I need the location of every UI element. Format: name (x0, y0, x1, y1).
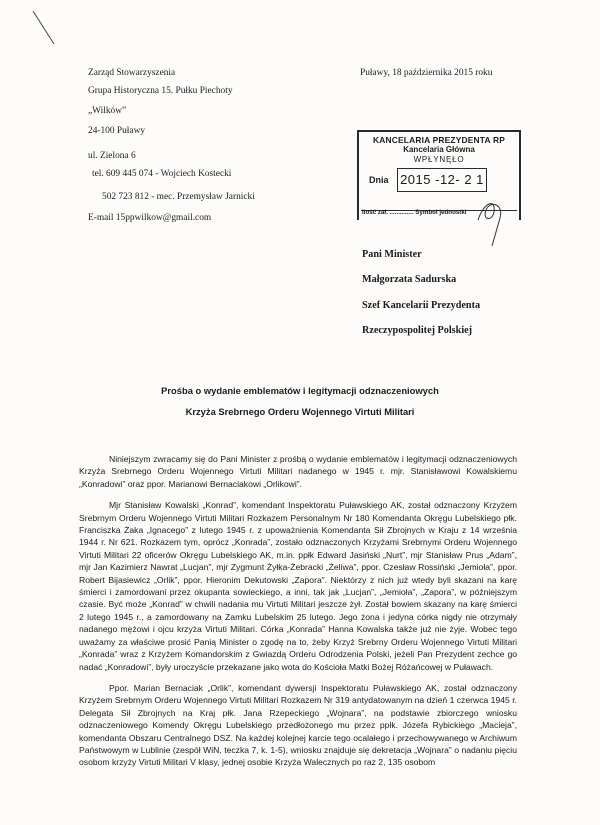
recipient-position: Szef Kancelarii Prezydenta (362, 300, 481, 311)
sender-group: Grupa Historyczna 15. Pułku Piechoty (88, 86, 233, 96)
recipient-office: Rzeczypospolitej Polskiej (362, 325, 473, 336)
body-paragraph-2: Mjr Stanisław Kowalski „Konrad”, komendant Inspektoratu Puławskiego AK, został odznaczony Krzyżem Srebrnym Orderu Wojennego Virtuti Militari Rozkazem Personalnym Nr 180 Komendanta Okręgu Lubelskiego płk. Franciszka Żaka „Ignacego” z lutego 1945 r. z upoważnienia Komendanta Sił Zbrojnych w Kraju z 14 września 1944 r. Nr 621. Rozkazem tym, oprócz „Konrada”, zostało odznaczonych Krzyżami Srebrnymi Orderu Wojennego Virtuti Militari 22 oficerów Okręgu Lubelskiego AK, m.in. ppłk Edward Jasiński „Nurt”, mjr Stanisław Prus „Adam”, mjr Jan Kazimierz Nawrat „Lucjan”, mjr Zygmunt Żyłka-Żebracki „Żeliwa”, ppor. Czesław Rossiński „Jemioła”, ppor. Robert Bijasiewicz „Orlik”, ppor. Hieronim Dekutowski „Zapora”. Niektórzy z nich już wtedy byli skazani na karę śmierci i zamordowani przez okupanta sowieckiego, a inni, tak jak „Lucjan”, „Jemioła”, „Zapora”, w późniejszym czasie. Być może „Konrad” w chwili nadania mu Virtuti Militari jeszcze żył. Został bowiem skazany na karę śmierci 2 lutego 1945 r., a zamordowany na Zamku Lubelskim 25 lutego. Jego żona i jedyna córka nigdy nie otrzymały nadanego mężowi i ojcu krzyża Virtuti Militari. Córka „Konrada” Hanna Kowalska także już nie żyje. Wobec tego uważamy za właściwe prosić Panią Minister o zgodę na to, żeby Krzyż Srebrny Orderu Wojennego Virtuti Militari „Konrada” wraz z Krzyżem Komandorskim z Gwiazdą Orderu Odrodzenia Polski, jeżeli Pan Prezydent zechce go nadać „Konradowi”, były uroczyście przekazane jako wota do Kościoła Matki Bożej Różańcowej w Puławach. (79, 500, 517, 672)
sender-email: E-mail 15ppwilkow@gmail.com (88, 213, 212, 223)
stamp-footer: Ilość zał. .............. Symbol jednostki (362, 209, 467, 216)
sender-postal: 24-100 Puławy (88, 126, 146, 136)
sender-street: ul. Zielona 6 (88, 151, 136, 161)
recipient-title: Pani Minister (362, 249, 422, 260)
stamp-day-label: Dnia (369, 175, 389, 185)
pen-stroke-mark (30, 8, 60, 48)
sender-phone-2: 502 723 812 - mec. Przemysław Jarnicki (102, 192, 255, 202)
stamp-title: KANCELARIA PREZYDENTA RP (373, 135, 505, 145)
body-paragraph-3: Ppor. Marian Bernaciak „Orlik”, komendant dywersji Inspektoratu Puławskiego AK, został odznaczony Krzyżem Srebrnym Orderu Wojennego Virtuti Militari Rozkazem Nr 319 antydatowanym na dzień 1 czerwca 1945 r. Delegata Sił Zbrojnych na Kraj płk. Jana Rzepeckiego „Wojnara”, na podstawie zbiorczego wniosku odznaczeniowego Komendy Okręgu Lubelskiego przedłożonego mu przez ppłk. Józefa Rybickiego „Macieja”, komendanta Obszaru Centralnego DSZ. Na każdej kolejnej karcie tego ocalałego i przechowywanego w Archiwum Państwowym w Lublinie (zespół WiN, teczka 7, k. 1-5), wniosku znajduje się dekretacja „Wojnara” o nadaniu pięciu osobom krzyży Virtuti Militari V klasy, jednej osobie Krzyża Walecznych po raz 2, 135 osobom (79, 682, 517, 768)
stamp-subtitle: Kancelaria Główna (403, 145, 475, 154)
sender-org: Zarząd Stowarzyszenia (88, 68, 176, 78)
stamp-received: WPŁYNĘŁO (413, 155, 465, 164)
recipient-name: Małgorzata Sadurska (362, 274, 457, 285)
letter-date: Puławy, 18 października 2015 roku (360, 68, 493, 78)
sender-phone-1: tel. 609 445 074 - Wojciech Kostecki (92, 169, 232, 179)
stamp-date-box: 2015 -12- 2 1 (397, 168, 487, 192)
subject-line-2: Krzyża Srebrnego Orderu Wojennego Virtuti Militari (185, 406, 415, 417)
body-paragraph-1: Niniejszym zwracamy się do Pani Minister z prośbą o wydanie emblematów i legitymacji odznaczeniowych Krzyża Srebrnego Orderu Wojennego Virtuti Militari nadanego w 1945 r. mjr. Stanisławowi Kowalskiemu „Konradowi” oraz ppor. Marianowi Bernaciakowi „Orlikowi”. (79, 454, 517, 489)
handwritten-signature (470, 190, 510, 250)
letter-body (79, 453, 517, 769)
sender-nickname: „Wilków” (88, 106, 127, 116)
subject-line-1: Prośba o wydanie emblematów i legitymacji odznaczeniowych (161, 385, 439, 396)
